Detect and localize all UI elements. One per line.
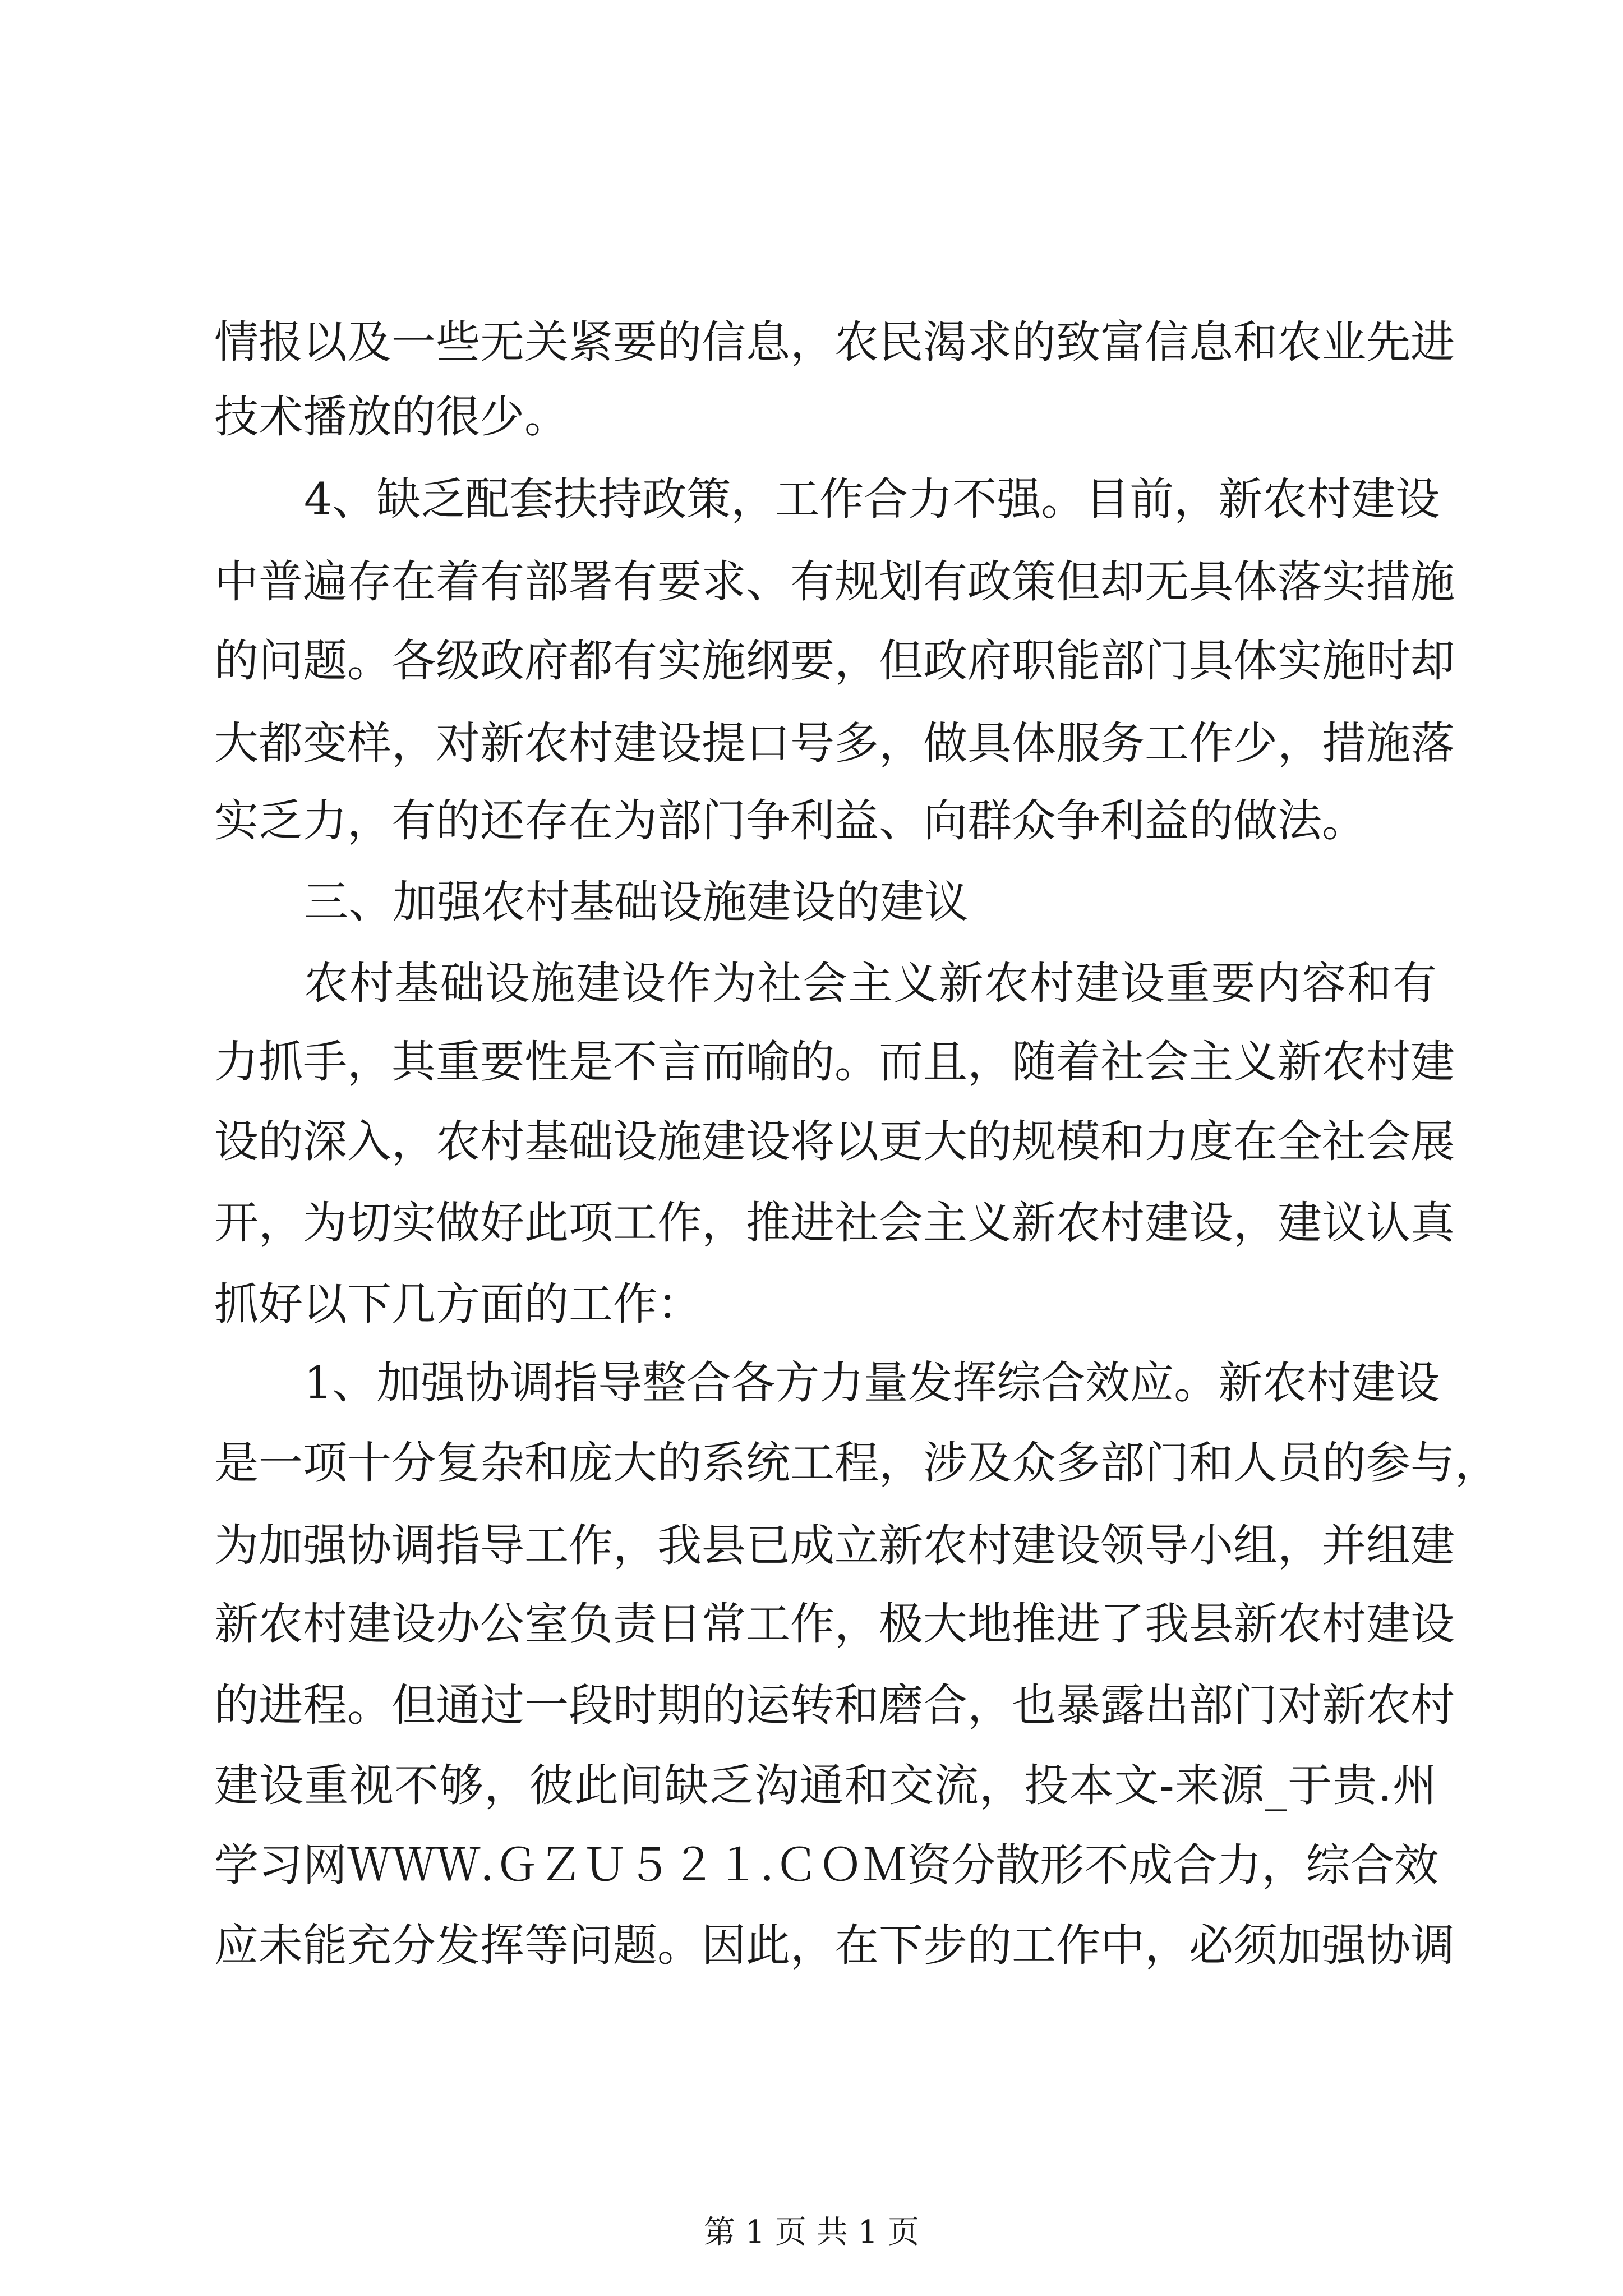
text-line: 为加强协调指导工作，我县已成立新农村建设领导小组，并组建: [214, 1520, 1455, 1571]
section-heading: 三、加强农村基础设施建设的建议: [304, 876, 969, 928]
text-line: 中普遍存在着有部署有要求、有规划有政策但却无具体落实措施: [214, 556, 1455, 608]
text-line: 新农村建设办公室负责日常工作，极大地推进了我县新农村建设: [214, 1598, 1455, 1650]
text-line: 抓好以下几方面的工作：: [214, 1278, 702, 1330]
text-line: 的进程。但通过一段时期的运转和磨合，也暴露出部门对新农村: [214, 1680, 1455, 1731]
text-line: 4、缺乏配套扶持政策，工作合力不强。目前，新农村建设: [304, 473, 1440, 525]
text-line: 1、加强协调指导整合各方力量发挥综合效应。新农村建设: [304, 1357, 1440, 1409]
text-line: 实乏力，有的还存在为部门争利益、向群众争利益的做法。: [214, 795, 1366, 846]
text-line: 农村基础设施建设作为社会主义新农村建设重要内容和有: [304, 958, 1437, 1009]
text-line: 的问题。各级政府都有实施纲要，但政府职能部门具体实施时却: [214, 635, 1455, 687]
text-line: 力抓手，其重要性是不言而喻的。而且，随着社会主义新农村建: [214, 1036, 1455, 1088]
text-line: 情报以及一些无关紧要的信息，农民渴求的致富信息和农业先进: [214, 316, 1455, 368]
text-line: 是一项十分复杂和庞大的系统工程，涉及众多部门和人员的参与，: [214, 1437, 1499, 1489]
text-line: 应未能充分发挥等问题。因此，在下步的工作中，必须加强协调: [214, 1920, 1455, 1971]
text-line: 技术播放的很少。: [214, 391, 569, 443]
page-footer: 第 1 页 共 1 页: [703, 2214, 920, 2251]
text-line: 建设重视不够，彼此间缺乏沟通和交流，投本文-来源_于贵.州: [214, 1760, 1437, 1811]
text-line: 大都变样，对新农村建设提口号多，做具体服务工作少，措施落: [214, 717, 1455, 769]
text-line: 设的深入，农村基础设施建设将以更大的规模和力度在全社会展: [214, 1116, 1455, 1167]
text-line: 学习网ＷＷＷ.ＧＺＵ５２１.ＣＯＭ资分散形不成合力，综合效: [214, 1839, 1439, 1891]
text-line: 开，为切实做好此项工作，推进社会主义新农村建设，建议认真: [214, 1197, 1455, 1249]
